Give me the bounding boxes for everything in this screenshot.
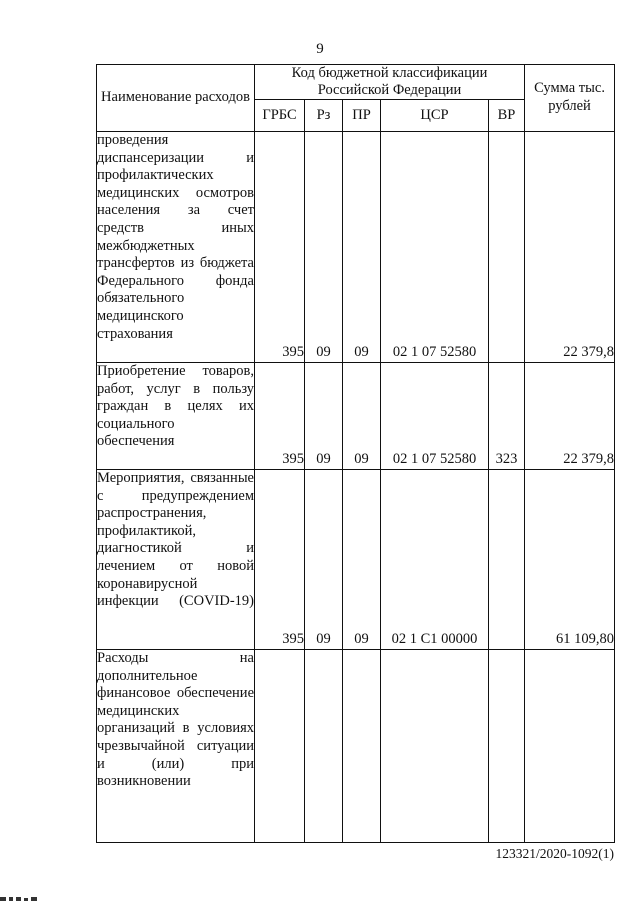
row-grbs: 395 — [255, 363, 305, 470]
row-vr — [489, 650, 525, 843]
header-sum-column: Сумма тыс. рублей — [525, 65, 615, 132]
row-sum: 22 379,8 — [525, 363, 615, 470]
table-row — [97, 132, 615, 363]
row-pr: 09 — [343, 470, 381, 650]
row-name: Мероприятия, связанные с предупреждением распространения, профилактикой, диагностикой и лечением от новой коронавирусной инфекции (COVID-19) — [97, 470, 255, 650]
row-rz: 09 — [305, 470, 343, 650]
row-sum: 61 109,80 — [525, 470, 615, 650]
row-grbs — [255, 650, 305, 843]
row-pr: 09 — [343, 132, 381, 363]
row-vr: 323 — [489, 363, 525, 470]
row-csr: 02 1 07 52580 — [381, 132, 489, 363]
header-grbs: ГРБС — [255, 100, 305, 132]
row-csr: 02 1 07 52580 — [381, 363, 489, 470]
row-rz: 09 — [305, 363, 343, 470]
header-csr: ЦСР — [381, 100, 489, 132]
row-csr: 02 1 С1 00000 — [381, 470, 489, 650]
page-number: 9 — [316, 41, 324, 57]
row-vr — [489, 470, 525, 650]
row-rz — [305, 650, 343, 843]
row-rz: 09 — [305, 132, 343, 363]
row-pr: 09 — [343, 363, 381, 470]
row-pr — [343, 650, 381, 843]
row-vr — [489, 132, 525, 363]
header-rz: Рз — [305, 100, 343, 132]
row-name: проведения диспансеризации и профилактических медицинских осмотров населения за счет средств иных межбюджетных трансфертов из бюджета Федерального фонда обязательного медицинского страхования — [97, 132, 255, 363]
table-row — [97, 363, 615, 470]
table-row — [97, 650, 615, 843]
table-row — [97, 470, 615, 650]
row-grbs: 395 — [255, 470, 305, 650]
header-vr: ВР — [489, 100, 525, 132]
row-name: Приобретение товаров, работ, услуг в пользу граждан в целях их социального обеспечения — [97, 363, 255, 470]
scan-mark — [0, 896, 52, 902]
row-sum: 22 379,8 — [525, 132, 615, 363]
document-code: 123321/2020-1092(1) — [495, 846, 614, 861]
header-pr: ПР — [343, 100, 381, 132]
budget-table — [96, 64, 615, 843]
header-name-column: Наименование расходов — [97, 65, 255, 132]
header-code-group: Код бюджетной классификации Российской Федерации — [255, 65, 525, 100]
row-sum — [525, 650, 615, 843]
row-grbs: 395 — [255, 132, 305, 363]
row-csr — [381, 650, 489, 843]
row-name: Расходы на дополнительное финансовое обеспечение медицинских организаций в условиях чрезвычайной ситуации и (или) при возникновении — [97, 650, 255, 843]
